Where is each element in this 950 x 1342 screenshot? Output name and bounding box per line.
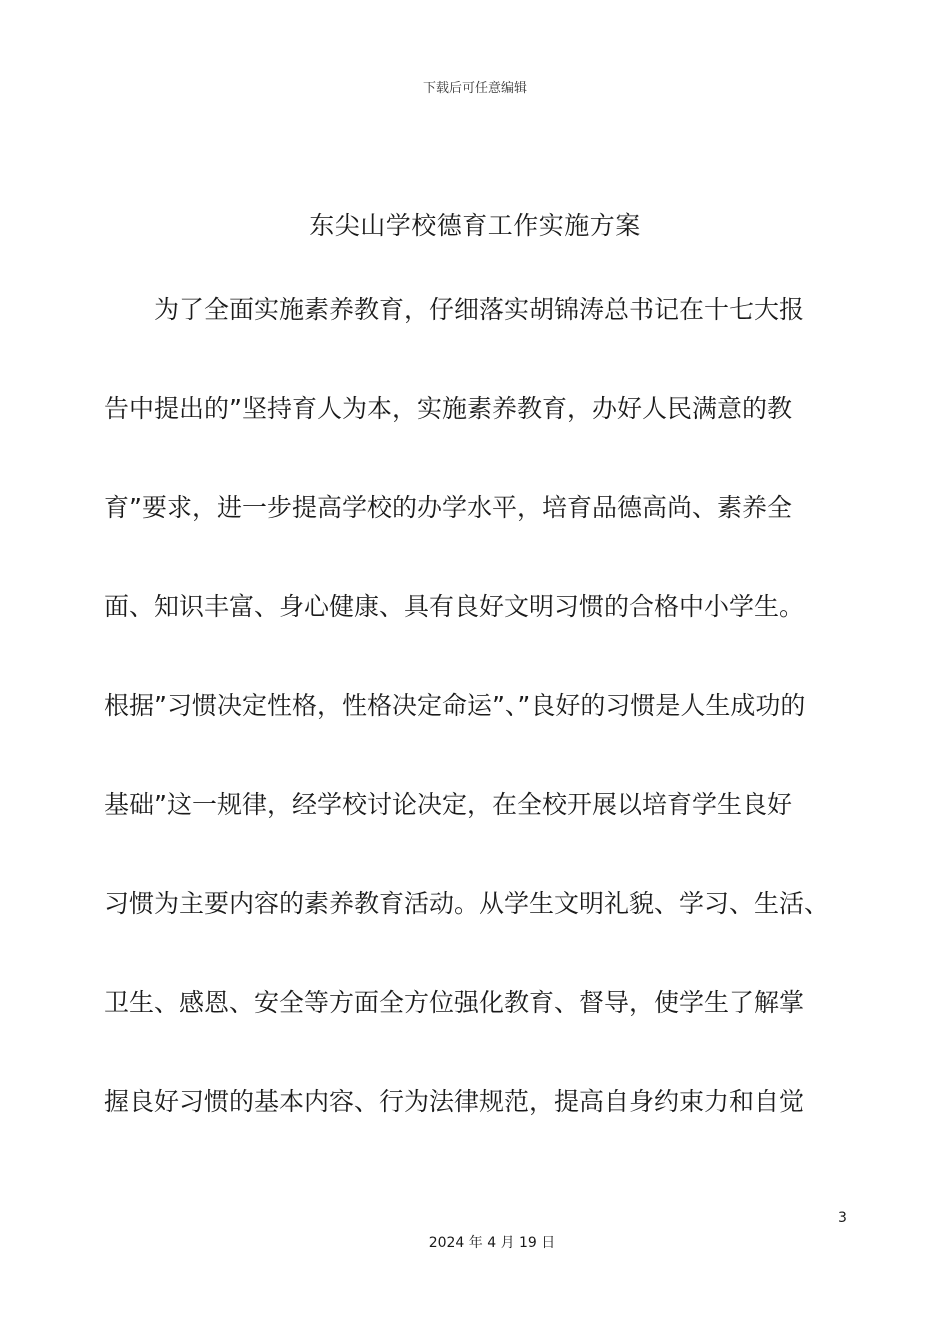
- body-line-2: 告中提出的”坚持育人为本，实施素养教育，办好人民满意的教: [104, 394, 792, 423]
- document-title: 东尖山学校德育工作实施方案: [309, 211, 641, 240]
- footer-date: 2024 年 4 月 19 日: [428, 1235, 556, 1251]
- body-line-4: 面、知识丰富、身心健康、具有良好文明习惯的合格中小学生。: [104, 592, 805, 621]
- body-line-3: 育”要求，进一步提高学校的办学水平，培育品德高尚、素养全: [104, 493, 792, 522]
- body-line-1: 为了全面实施素养教育，仔细落实胡锦涛总书记在十七大报: [154, 295, 805, 324]
- page-number: 3: [838, 1210, 847, 1226]
- body-line-6: 基础”这一规律，经学校讨论决定，在全校开展以培育学生良好: [104, 790, 792, 819]
- body-line-7: 习惯为主要内容的素养教育活动。从学生文明礼貌、学习、生活、: [104, 889, 830, 918]
- body-line-9: 握良好习惯的基本内容、行为法律规范，提高自身约束力和自觉: [104, 1087, 805, 1116]
- body-line-5: 根据”习惯决定性格，性格决定命运”、”良好的习惯是人生成功的: [104, 691, 806, 720]
- page-header-note: 下载后可任意编辑: [422, 81, 527, 96]
- body-line-8: 卫生、感恩、安全等方面全方位强化教育、督导，使学生了解掌: [104, 988, 805, 1017]
